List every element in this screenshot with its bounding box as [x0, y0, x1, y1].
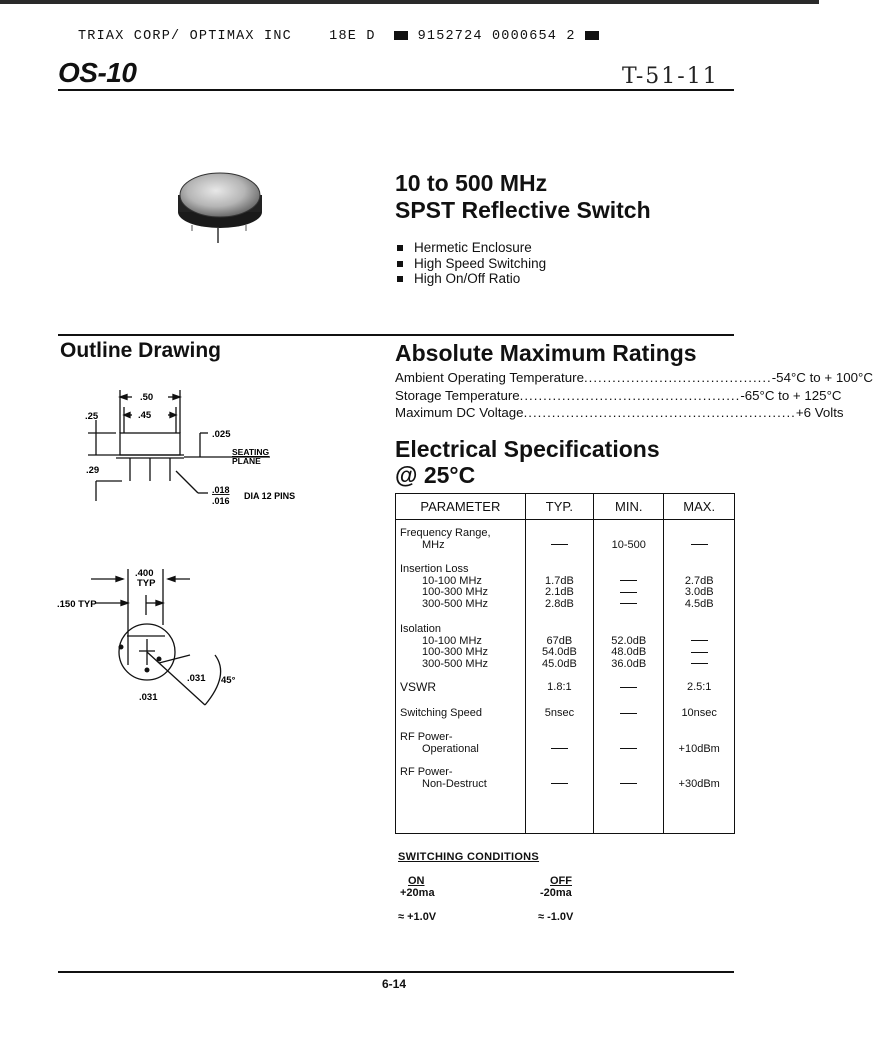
outline-side-view	[80, 385, 320, 510]
table-row: RF Power- Operational +10dBm	[396, 732, 735, 767]
off-label: OFF	[550, 875, 572, 887]
column-header: MAX.	[664, 494, 735, 520]
page-number: 6-14	[382, 977, 407, 991]
table-row: VSWR 1.8:1 2.5:1	[396, 682, 735, 708]
ratings-list	[395, 369, 873, 422]
electrical-heading: Electrical Specifications	[395, 436, 660, 462]
header-rule	[58, 89, 734, 91]
not-applicable-dash	[551, 544, 568, 545]
table-row: Insertion Loss 10-100 MHz 100-300 MHz 300-500 MHz 1.7dB 2.1dB 2.8dB 2.7dB 3.0dB 4.5dB	[396, 564, 735, 624]
dim-label: .018	[212, 485, 230, 495]
dim-label: .400	[135, 568, 154, 579]
scan-top-edge	[0, 0, 819, 4]
dim-label: TYP	[137, 578, 156, 589]
handwritten-note: T-51-11	[622, 64, 719, 89]
outline-drawing-heading: Outline Drawing	[60, 339, 222, 362]
not-applicable-dash	[691, 544, 708, 545]
model-number: OS-10	[58, 57, 137, 88]
electrical-heading-temp: @ 25°C	[395, 462, 476, 488]
dim-label: .45	[138, 410, 152, 421]
document-header	[78, 29, 599, 44]
rating-row: Ambient Operating Temperature ........................................ -54°C to + 100°C	[395, 370, 873, 385]
dim-label: .150 TYP	[57, 599, 97, 610]
spec-table-header	[396, 494, 735, 520]
ratings-heading: Absolute Maximum Ratings	[395, 340, 697, 366]
black-block-marker	[585, 31, 599, 40]
dim-label: DIA 12 PINS	[244, 491, 296, 501]
header-code: 18E D	[329, 29, 376, 44]
dim-label: .031	[187, 673, 206, 684]
on-voltage: ≈ +1.0V	[398, 911, 437, 923]
company-name: TRIAX CORP/ OPTIMAX INC	[78, 29, 292, 44]
table-row-empty	[396, 803, 735, 834]
feature-item: Hermetic Enclosure	[395, 240, 546, 256]
dim-label: 45°	[221, 675, 236, 686]
bullet-square-icon	[397, 276, 403, 282]
product-photo	[170, 165, 280, 255]
rating-row: Maximum DC Voltage .......................................................... +6 Volts	[395, 405, 844, 420]
section-rule	[58, 334, 734, 336]
table-row: RF Power- Non-Destruct +30dBm	[396, 767, 735, 803]
column-header: MIN.	[594, 494, 664, 520]
feature-item: High On/Off Ratio	[395, 271, 546, 287]
feature-item: High Speed Switching	[395, 256, 546, 272]
pin-dot	[119, 645, 124, 650]
table-row: Isolation 10-100 MHz 100-300 MHz 300-500 MHz 67dB 54.0dB 45.0dB 52.0dB 48.0dB 36.0dB	[396, 624, 735, 682]
feature-list	[395, 240, 546, 287]
switching-conditions-title: SWITCHING CONDITIONS	[398, 851, 540, 863]
on-current: +20ma	[400, 887, 435, 899]
spec-table	[395, 493, 735, 834]
outline-bottom-view	[55, 555, 265, 715]
table-row: Switching Speed 5nsec 10nsec	[396, 708, 735, 732]
dim-label: .016	[212, 496, 230, 506]
product-title-frequency: 10 to 500 MHz	[395, 170, 548, 196]
on-label: ON	[408, 875, 425, 887]
dim-label: .50	[140, 392, 154, 403]
pin-dot	[157, 657, 162, 662]
dim-label: PLANE	[232, 456, 261, 466]
off-current: -20ma	[540, 887, 572, 899]
pin-dot	[145, 668, 150, 673]
column-header: PARAMETER	[396, 494, 526, 520]
dim-label: .25	[85, 411, 99, 422]
off-voltage: ≈ -1.0V	[538, 911, 574, 923]
dim-label: .29	[86, 465, 100, 476]
dim-label: .025	[212, 429, 231, 440]
dim-label: SEATING	[232, 447, 270, 457]
header-number: 9152724 0000654 2	[417, 29, 576, 44]
black-block-marker	[394, 31, 408, 40]
bullet-square-icon	[397, 261, 403, 267]
product-title-type: SPST Reflective Switch	[395, 197, 651, 223]
footer-rule	[58, 971, 734, 973]
column-header: TYP.	[525, 494, 593, 520]
rating-row: Storage Temperature ............................................... -65°C to + 125°C	[395, 387, 842, 403]
table-row: Frequency Range, MHz 10-500	[396, 520, 735, 565]
dim-label: .031	[139, 692, 158, 703]
bullet-square-icon	[397, 245, 403, 251]
